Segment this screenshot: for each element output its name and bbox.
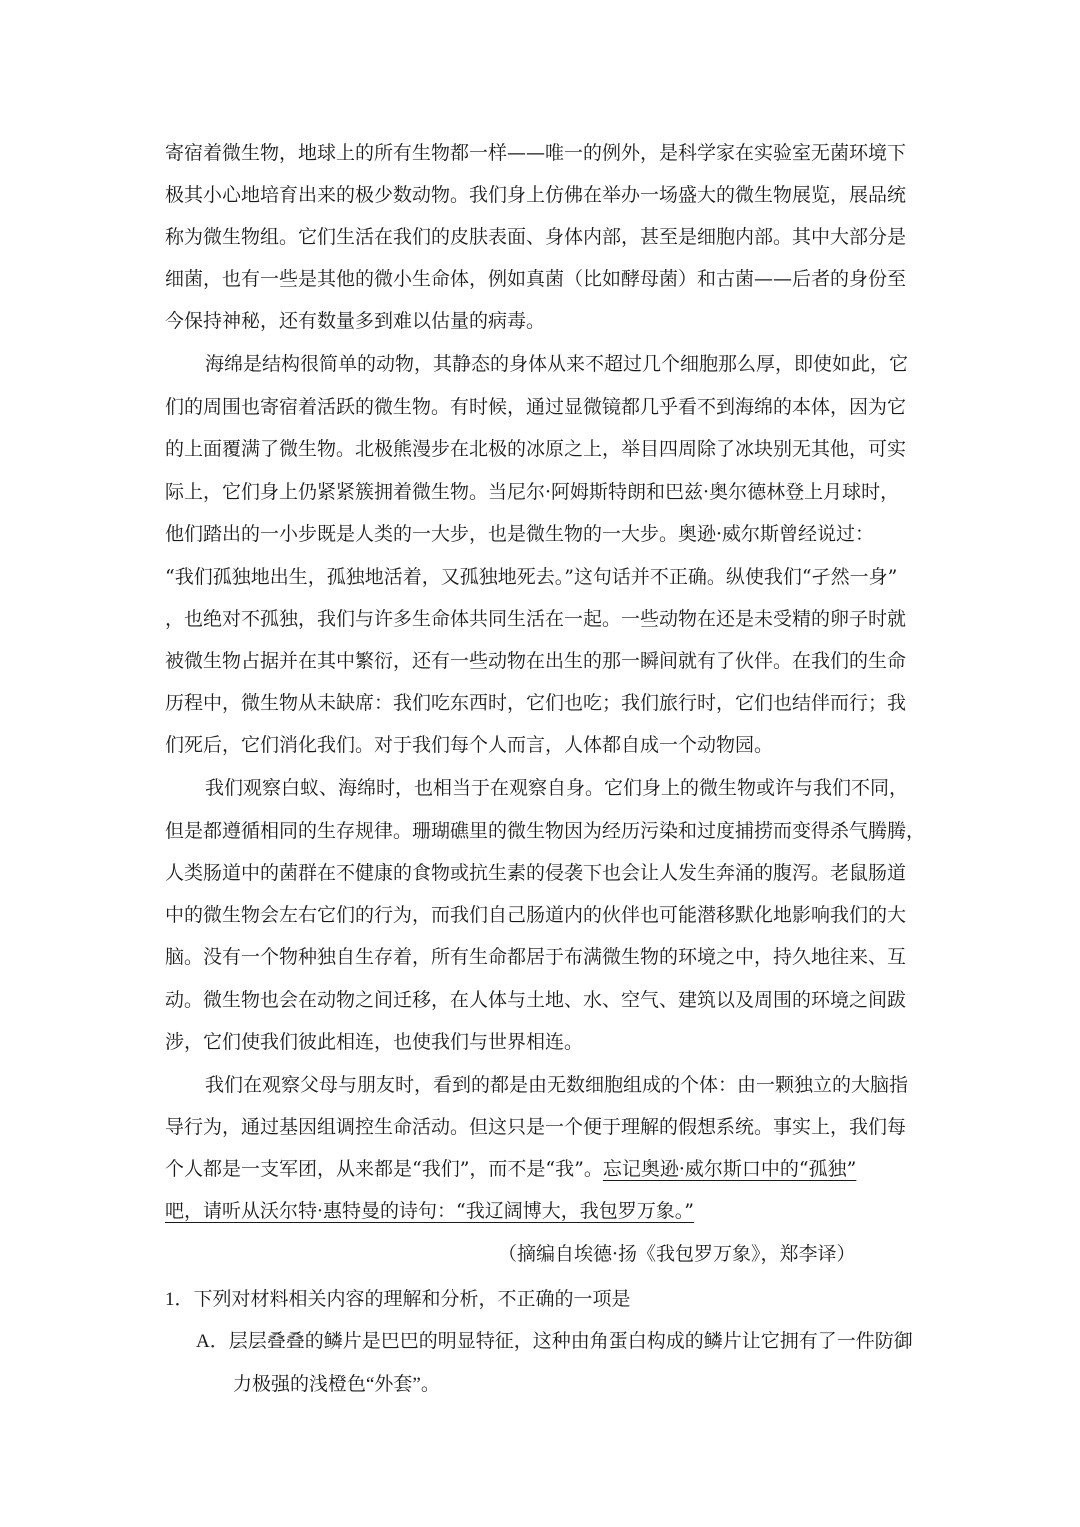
option-a-line-2: 力极强的浅橙色“外套”。	[233, 1374, 440, 1395]
paragraph-2-line-2: 们的周围也寄宿着活跃的微生物。有时候，通过显微镜都几乎看不到海绵的本体，因为它	[165, 396, 907, 418]
paragraph-4-line-2: 导行为，通过基因组调控生命活动。但这只是一个便于理解的假想系统。事实上，我们每	[165, 1116, 907, 1138]
paragraph-4-line-3-plain: 个人都是一支军团，从来都是“我们”，而不是“我”。	[165, 1158, 603, 1180]
paragraph-3-line-2: 但是都遵循相同的生存规律。珊瑚礁里的微生物因为经历污染和过度捕捞而变得杀气腾腾，	[165, 820, 926, 842]
option-a-line-1: A．层层叠叠的鳞片是巴巴的明显特征，这种由角蛋白构成的鳞片让它拥有了一件防御	[196, 1331, 913, 1352]
paragraph-2-line-5: 他们踏出的一小步既是人类的一大步，也是微生物的一大步。奥逊·威尔斯曾经说过：	[165, 523, 875, 545]
source-attribution: （摘编自埃德·扬《我包罗万象》，郑李译）	[498, 1243, 856, 1265]
paragraph-2-line-3: 的上面覆满了微生物。北极熊漫步在北极的冰原之上，举目四周除了冰块别无其他，可实	[165, 438, 907, 460]
paragraph-2-line-1: 海绵是结构很简单的动物，其静态的身体从来不超过几个细胞那么厚，即使如此，它	[205, 353, 909, 375]
paragraph-2-line-8: 被微生物占据并在其中繁衍，还有一些动物在出生的那一瞬间就有了伙伴。在我们的生命	[165, 650, 907, 672]
paragraph-2-line-6: “我们孤独地出生，孤独地活着，又孤独地死去。”这句话并不正确。纵使我们“孑然一身”	[165, 566, 898, 588]
paragraph-1-line-5: 今保持神秘，还有数量多到难以估量的病毒。	[165, 310, 546, 332]
paragraph-1-line-3: 称为微生物组。它们生活在我们的皮肤表面、身体内部，甚至是细胞内部。其中大部分是	[165, 226, 907, 248]
paragraph-2-line-7: ，也绝对不孤独，我们与许多生命体共同生活在一起。一些动物在还是未受精的卵子时就	[165, 608, 907, 630]
paragraph-4-line-4	[165, 1199, 694, 1223]
paragraph-4-line-3-underlined: 忘记奥逊·威尔斯口中的“孤独”	[602, 1158, 857, 1180]
paragraph-1-line-4: 细菌，也有一些是其他的微小生命体，例如真菌（比如酵母菌）和古菌——后者的身份至	[165, 268, 907, 290]
paragraph-1-line-2: 极其小心地培育出来的极少数动物。我们身上仿佛在举办一场盛大的微生物展览，展品统	[165, 184, 907, 206]
paragraph-3-line-7: 涉，它们使我们彼此相连，也使我们与世界相连。	[165, 1031, 584, 1053]
paragraph-3-line-6: 动。微生物也会在动物之间迁移，在人体与土地、水、空气、建筑以及周围的环境之间跋	[165, 989, 907, 1011]
paragraph-2-line-10: 们死后，它们消化我们。对于我们每个人而言，人体都自成一个动物园。	[165, 734, 774, 756]
paragraph-2-line-4: 际上，它们身上仍紧紧簇拥着微生物。当尼尔·阿姆斯特朗和巴兹·奥尔德林登上月球时，	[165, 481, 900, 503]
paragraph-3-line-3: 人类肠道中的菌群在不健康的食物或抗生素的侵袭下也会让人发生奔涌的腹泻。老鼠肠道	[165, 862, 907, 884]
question-1-stem: 1．下列对材料相关内容的理解和分析，不正确的一项是	[165, 1289, 631, 1310]
paragraph-1-line-1: 寄宿着微生物，地球上的所有生物都一样——唯一的例外，是科学家在实验室无菌环境下	[165, 142, 907, 164]
paragraph-4-line-4-underlined: 吧，请听从沃尔特·惠特曼的诗句：“我辽阔博大，我包罗万象。”	[165, 1200, 694, 1222]
paragraph-3-line-5: 脑。没有一个物种独自生存着，所有生命都居于布满微生物的环境之中，持久地往来、互	[165, 946, 907, 968]
paragraph-4-line-1: 我们在观察父母与朋友时，看到的都是由无数细胞组成的个体：由一颗独立的大脑指	[205, 1074, 909, 1096]
paragraph-4-line-3	[165, 1157, 856, 1181]
paragraph-3-line-1: 我们观察白蚁、海绵时，也相当于在观察自身。它们身上的微生物或许与我们不同，	[205, 777, 909, 799]
paragraph-3-line-4: 中的微生物会左右它们的行为，而我们自己肠道内的伙伴也可能潜移默化地影响我们的大	[165, 904, 907, 926]
paragraph-2-line-9: 历程中，微生物从未缺席：我们吃东西时，它们也吃；我们旅行时，它们也结伴而行；我	[165, 692, 907, 714]
